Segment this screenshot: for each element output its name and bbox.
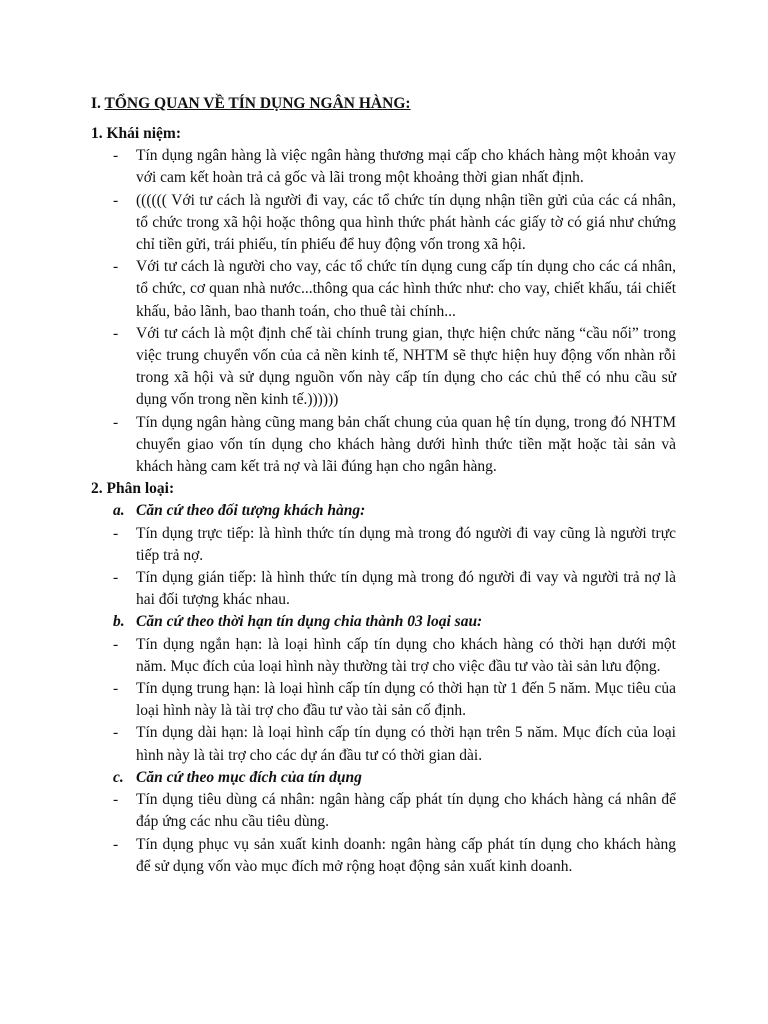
subsection-c-list [91,789,676,878]
subsection-b-list [91,634,676,767]
main-heading [91,93,676,115]
heading-number: I. [91,95,101,112]
list-item: - Tín dụng trung hạn: là loại hình cấp tín dụng có thời hạn từ 1 đến 5 năm. Mục tiêu của loại hình này là tài trợ cho đầu tư vào tài sản cố định. [113,680,676,720]
list-item: - Tín dụng gián tiếp: là hình thức tín dụng mà trong đó người đi vay và người trả nợ là hai đối tượng khác nhau. [113,569,676,609]
list-item: - Tín dụng trực tiếp: là hình thức tín dụng mà trong đó người đi vay cũng là người trực tiếp trả nợ. [113,524,676,564]
section-1-list [91,145,676,478]
subsection-marker: b. [113,613,125,631]
list-item: - Tín dụng dài hạn: là loại hình cấp tín dụng có thời hạn trên 5 năm. Mục đích của loại hình này là tài trợ cho các dự án đầu tư có thời gian dài. [113,724,676,764]
subsection-marker: a. [113,502,125,520]
subsection-marker: c. [113,768,124,786]
list-item: - (((((( Với tư cách là người đi vay, các tổ chức tín dụng nhận tiền gửi của các cá nhân, tổ chức trong xã hội hoặc thông qua hình thức phát hành các giấy tờ có giá như chứng chỉ tiền gửi, trái phiếu, tín phiếu để huy động vốn trong xã hội. [113,191,676,254]
list-item: - Tín dụng ngắn hạn: là loại hình cấp tín dụng cho khách hàng có thời hạn dưới một năm. Mục đích của loại hình này thường tài trợ cho việc đầu tư vào tài sản lưu động. [113,635,676,675]
subsection-b-title: b. Căn cứ theo thời hạn tín dụng chia thành 03 loại sau: [113,611,676,633]
list-item: - Tín dụng ngân hàng là việc ngân hàng thương mại cấp cho khách hàng một khoản vay với cam kết hoàn trả cả gốc và lãi trong một khoảng thời gian nhất định. [113,147,676,187]
section-2-title: 2. Phân loại: [91,480,175,498]
list-item: - Tín dụng phục vụ sản xuất kinh doanh: ngân hàng cấp phát tín dụng cho khách hàng để sử dụng vốn vào mục đích mở rộng hoạt động sản xuất kinh doanh. [113,835,676,875]
subsection-a-list [91,523,676,612]
list-item: - Với tư cách là người cho vay, các tổ chức tín dụng cung cấp tín dụng cho các cá nhân, tổ chức, cơ quan nhà nước...thông qua các hình thức như: cho vay, chiết khấu, tái chiết khấu, bảo lãnh, bao thanh toán, cho thuê tài chính... [113,258,676,320]
list-item: - Tín dụng ngân hàng cũng mang bản chất chung của quan hệ tín dụng, trong đó NHTM chuyển giao vốn tín dụng cho khách hàng dưới hình thức tiền mặt hoặc tài sản và khách hàng cam kết trả nợ và lãi đúng hạn cho ngân hàng. [113,413,676,476]
subsection-c-title: c. Căn cứ theo mục đích của tín dụng [113,767,676,789]
section-1-title: 1. Khái niệm: [91,125,181,142]
list-item: - Tín dụng tiêu dùng cá nhân: ngân hàng cấp phát tín dụng cho khách hàng cá nhân để đáp ứng các nhu cầu tiêu dùng. [113,791,676,831]
heading-title: TỔNG QUAN VỀ TÍN DỤNG NGÂN HÀNG: [104,95,411,112]
subsection-a-title: a. Căn cứ theo đối tượng khách hàng: [113,500,676,522]
list-item: - Với tư cách là một định chế tài chính trung gian, thực hiện chức năng “cầu nối” trong việc trung chuyển vốn của cả nền kinh tế, NHTM sẽ thực hiện huy động vốn nhàn rỗi trong xã hội và sử dụng nguồn vốn này cấp tín dụng cho các chủ thể có nhu cầu sử dụng vốn trong nền kinh tế.)))))) [113,324,676,409]
